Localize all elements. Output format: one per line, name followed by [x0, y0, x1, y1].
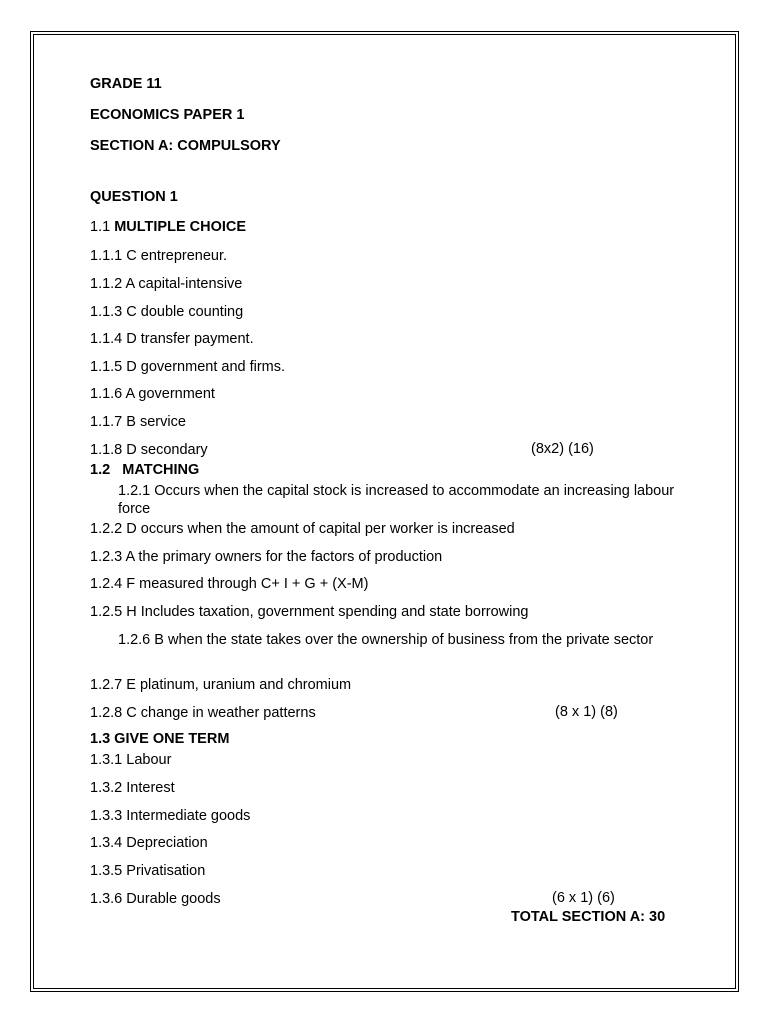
answer-text: 1.2.4 F measured through C+ I + G + (X-M) — [90, 576, 373, 592]
answer-text: 1.1.5 D government and firms. — [90, 359, 286, 375]
q1-1-title: MULTIPLE CHOICE — [114, 219, 247, 235]
answer-text: 1.2.6 B when the state takes over the ownership of business from the private sector — [118, 632, 654, 648]
answer-text: 1.3.1 Labour — [90, 752, 172, 768]
answer-1-2-7 — [90, 676, 351, 694]
answer-text: 1.3.2 Interest — [90, 780, 175, 796]
answer-1-2-4 — [90, 575, 372, 593]
answer-1-2-2 — [90, 520, 515, 538]
question-title: QUESTION 1 — [90, 189, 178, 205]
answer-text: 1.2.7 E platinum, uranium and chromium — [90, 677, 352, 693]
answer-text: 1.2.2 D occurs when the amount of capital per worker is increased — [90, 521, 515, 537]
answer-text: 1.1.1 C entrepreneur. — [90, 248, 228, 264]
answer-1-1-1 — [90, 247, 227, 265]
q1-1-heading — [90, 219, 246, 236]
answer-text: 1.3.6 Durable goods — [90, 891, 221, 907]
answer-1-3-5 — [90, 862, 205, 880]
answer-text: 1.1.8 D secondary — [90, 442, 208, 458]
q1-2-heading: 1.2 MATCHING — [90, 462, 200, 478]
answer-1-3-6 — [90, 890, 221, 908]
answer-text: 1.3.3 Intermediate goods — [90, 808, 251, 824]
section-total: TOTAL SECTION A: 30 — [511, 909, 666, 925]
answer-1-3-2 — [90, 779, 175, 797]
answer-text: 1.2.5 H Includes taxation, government spending and state borrowing — [90, 604, 529, 620]
answer-1-1-5 — [90, 358, 285, 376]
answer-1-1-8 — [90, 441, 208, 459]
answer-1-2-3 — [90, 548, 442, 566]
q1-3-marks: (6 x 1) (6) — [552, 890, 615, 906]
answer-1-2-5 — [90, 603, 529, 621]
q1-3-heading: 1.3 GIVE ONE TERM — [90, 731, 230, 747]
answer-text: 1.3.5 Privatisation — [90, 863, 206, 879]
answer-text: 1.2.8 C change in weather patterns — [90, 705, 316, 721]
answer-1-3-3 — [90, 807, 250, 825]
answer-text: 1.2.1 Occurs when the capital stock is increased to accommodate an increasing labour force — [118, 483, 675, 517]
answer-text: 1.1.3 C double counting — [90, 304, 244, 320]
answer-1-2-6 — [118, 631, 678, 649]
answer-1-2-8 — [90, 704, 316, 722]
answer-1-1-6 — [90, 385, 215, 403]
answer-1-1-7 — [90, 413, 186, 431]
q1-2-marks: (8 x 1) (8) — [555, 704, 618, 720]
answer-text: 1.1.2 A capital-intensive — [90, 276, 243, 292]
answer-1-1-2 — [90, 275, 242, 293]
answer-1-1-3 — [90, 303, 243, 321]
paper-heading: ECONOMICS PAPER 1 — [90, 107, 245, 123]
grade-heading: GRADE 11 — [90, 76, 162, 92]
answer-text: 1.3.4 Depreciation — [90, 835, 208, 851]
q1-1-marks: (8x2) (16) — [531, 441, 594, 457]
answer-text: 1.1.6 A government — [90, 386, 215, 402]
q1-1-number: 1.1 — [90, 219, 111, 235]
answer-text: 1.2.3 A the primary owners for the factors of production — [90, 549, 443, 565]
answer-1-3-4 — [90, 834, 208, 852]
answer-1-2-1 — [118, 483, 678, 518]
answer-1-3-1 — [90, 751, 171, 769]
answer-text: 1.1.4 D transfer payment. — [90, 331, 254, 347]
section-heading: SECTION A: COMPULSORY — [90, 138, 281, 154]
answer-text: 1.1.7 B service — [90, 414, 186, 430]
answer-1-1-4 — [90, 330, 254, 348]
